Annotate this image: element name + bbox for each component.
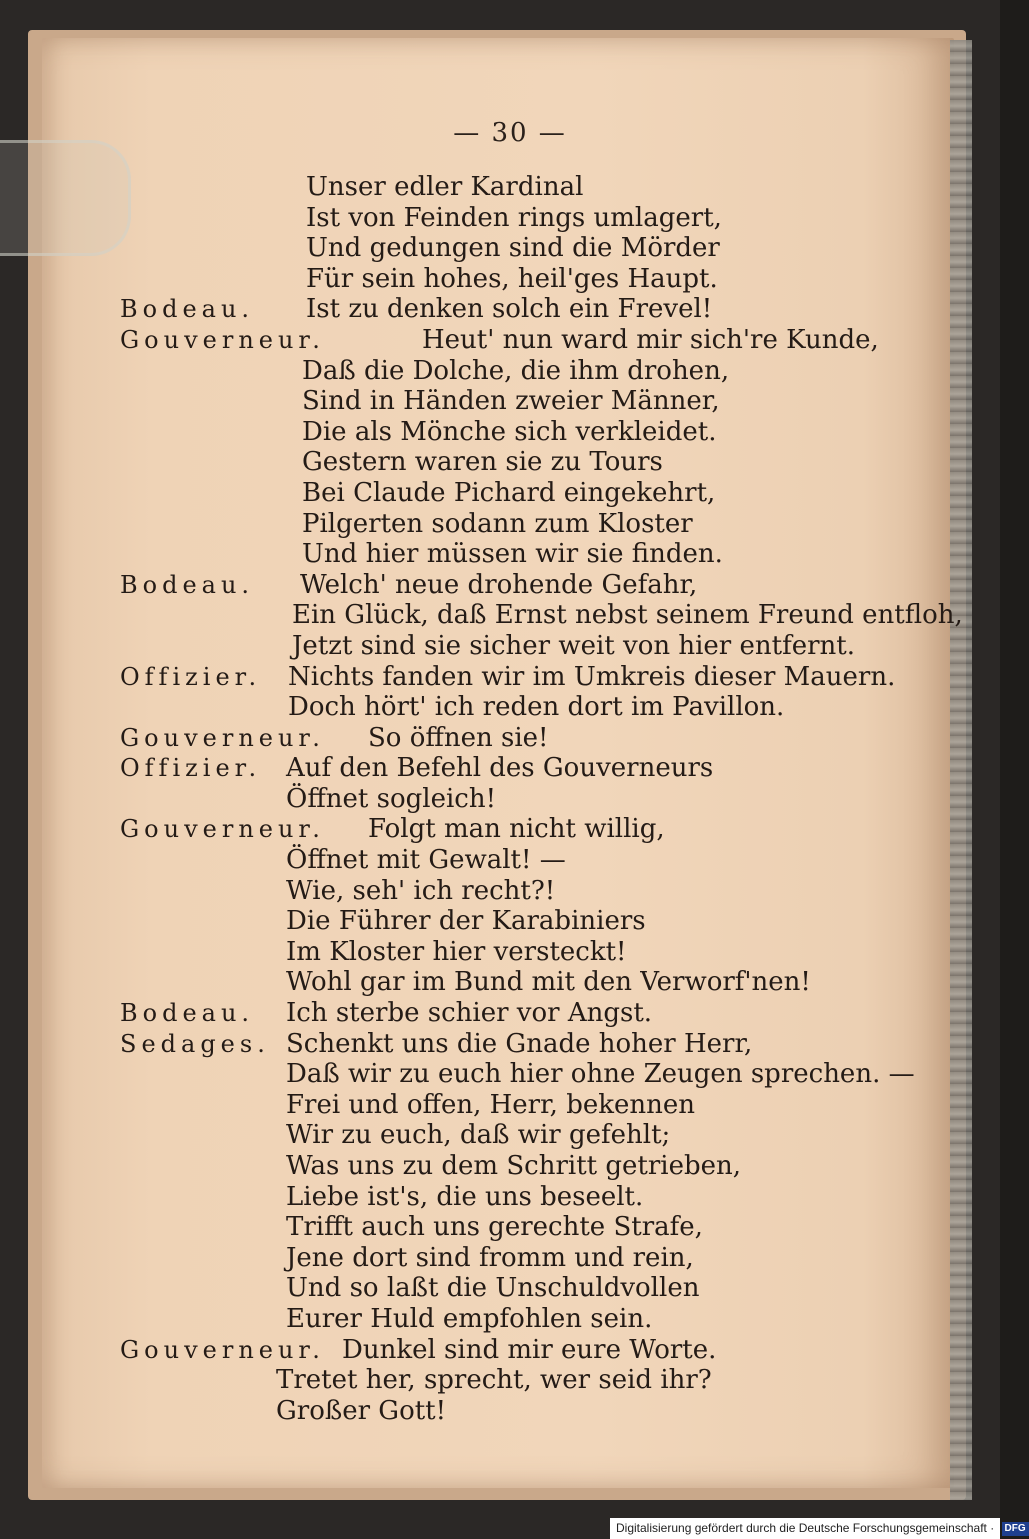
verse-text: Liebe ist's, die uns beseelt.	[286, 1181, 644, 1212]
verse-line	[120, 264, 920, 295]
verse-line	[120, 937, 920, 968]
verse-line	[120, 692, 920, 723]
speaker-name: Gouverneur.	[120, 815, 325, 844]
verse-line	[120, 906, 920, 937]
verse-text: Doch hört' ich reden dort im Pavillon.	[288, 692, 785, 723]
verse-text: Schenkt uns die Gnade hoher Herr,	[286, 1028, 753, 1059]
verse-text: Und hier müssen wir sie finden.	[302, 539, 723, 570]
verse-line	[120, 1059, 920, 1090]
verse-line	[120, 967, 920, 998]
verse-line	[120, 356, 920, 387]
verse-line	[120, 784, 920, 815]
verse-text: Was uns zu dem Schritt getrieben,	[286, 1151, 741, 1181]
verse-line	[120, 570, 920, 601]
book-binding-edge	[950, 40, 972, 1500]
verse-line	[120, 509, 920, 540]
verse-line	[120, 814, 920, 845]
verse-text: Jene dort sind fromm und rein,	[286, 1242, 694, 1273]
verse-line	[120, 1029, 920, 1060]
page-clip	[0, 140, 131, 256]
verse-text: Und so laßt die Unschuldvollen	[286, 1273, 700, 1304]
verse-text: Öffnet mit Gewalt! —	[286, 845, 566, 876]
verse-line	[120, 1396, 920, 1427]
verse-text: Heut' nun ward mir sich're Kunde,	[422, 324, 879, 355]
verse-text: Ein Glück, daß Ernst nebst seinem Freund entfloh,	[292, 600, 963, 631]
verse-text-block	[120, 172, 963, 1426]
verse-text: Die Führer der Karabiniers	[286, 906, 646, 937]
verse-text: Sind in Händen zweier Männer,	[302, 386, 720, 417]
verse-line	[120, 294, 920, 325]
verse-line	[120, 417, 920, 448]
verse-text: So öffnen sie!	[368, 722, 549, 753]
verse-text: Ich sterbe schier vor Angst.	[286, 998, 653, 1029]
verse-line	[120, 723, 920, 754]
verse-line	[120, 631, 920, 662]
verse-line	[120, 876, 920, 907]
speaker-name: Gouverneur.	[120, 325, 325, 354]
verse-line	[120, 1335, 920, 1366]
verse-text: Und gedungen sind die Mörder	[306, 233, 720, 264]
verse-text: Jetzt sind sie sicher weit von hier entfernt.	[292, 630, 855, 661]
verse-text: Dunkel sind mir eure Worte.	[342, 1334, 717, 1365]
speaker-name: Bodeau.	[120, 295, 255, 324]
verse-text: Gestern waren sie zu Tours	[302, 447, 663, 478]
verse-line	[120, 845, 920, 876]
footer-text: Digitalisierung gefördert durch die Deutsche Forschungsgemeinschaft ·	[616, 1521, 995, 1535]
verse-text: Die als Mönche sich verkleidet.	[302, 416, 717, 447]
verse-line	[120, 203, 920, 234]
verse-line	[120, 233, 920, 264]
speaker-name: Bodeau.	[120, 999, 255, 1028]
verse-line	[120, 1151, 920, 1182]
verse-text: Für sein hohes, heil'ges Haupt.	[306, 263, 718, 294]
verse-text: Unser edler Kardinal	[306, 172, 584, 202]
verse-text: Wohl gar im Bund mit den Verworf'nen!	[286, 967, 811, 998]
verse-line	[120, 172, 920, 203]
verse-line	[120, 386, 920, 417]
verse-line	[120, 1243, 920, 1274]
verse-line	[120, 1212, 920, 1243]
verse-text: Großer Gott!	[276, 1395, 447, 1426]
verse-text: Bei Claude Pichard eingekehrt,	[302, 477, 716, 508]
verse-text: Frei und offen, Herr, bekennen	[286, 1089, 696, 1120]
digitization-footer	[610, 1518, 1026, 1539]
verse-text: Im Kloster hier versteckt!	[286, 936, 627, 967]
verse-text: Öffnet sogleich!	[286, 783, 497, 814]
verse-text: Auf den Befehl des Gouverneurs	[286, 753, 714, 784]
verse-text: Wir zu euch, daß wir gefehlt;	[286, 1120, 671, 1151]
verse-text: Nichts fanden wir im Umkreis dieser Mauern.	[288, 661, 896, 692]
verse-line	[120, 1120, 920, 1151]
page-number: — 30 —	[453, 118, 567, 148]
verse-line	[120, 539, 920, 570]
verse-text: Wie, seh' ich recht?!	[286, 875, 556, 906]
verse-line	[120, 1182, 920, 1213]
speaker-name: Bodeau.	[120, 570, 255, 599]
verse-line	[120, 1365, 920, 1396]
verse-text: Welch' neue drohende Gefahr,	[300, 569, 698, 600]
verse-line	[120, 662, 920, 693]
verse-text: Pilgerten sodann zum Kloster	[302, 508, 693, 539]
verse-text: Ist von Feinden rings umlagert,	[306, 202, 722, 233]
verse-text: Folgt man nicht willig,	[368, 814, 665, 845]
verse-line	[120, 753, 920, 784]
verse-text: Eurer Huld empfohlen sein.	[286, 1303, 653, 1334]
verse-line	[120, 1273, 920, 1304]
verse-text: Tretet her, sprecht, wer seid ihr?	[276, 1365, 712, 1396]
verse-line	[120, 600, 963, 631]
verse-text: Trifft auch uns gerechte Strafe,	[286, 1212, 703, 1243]
verse-text: Daß wir zu euch hier ohne Zeugen sprechen. —	[286, 1059, 915, 1090]
verse-line	[120, 325, 920, 356]
verse-line	[120, 447, 920, 478]
speaker-name: Gouverneur.	[120, 1335, 325, 1364]
speaker-name: Offizier.	[120, 754, 262, 783]
speaker-name: Sedages.	[120, 1029, 270, 1058]
dfg-logo: DFG	[1002, 1522, 1029, 1536]
verse-line	[120, 478, 920, 509]
verse-text: Ist zu denken solch ein Frevel!	[306, 294, 713, 325]
verse-line	[120, 1304, 920, 1335]
verse-text: Daß die Dolche, die ihm drohen,	[302, 355, 730, 386]
verse-line	[120, 1090, 920, 1121]
verse-line	[120, 998, 920, 1029]
speaker-name: Gouverneur.	[120, 723, 325, 752]
speaker-name: Offizier.	[120, 662, 262, 691]
